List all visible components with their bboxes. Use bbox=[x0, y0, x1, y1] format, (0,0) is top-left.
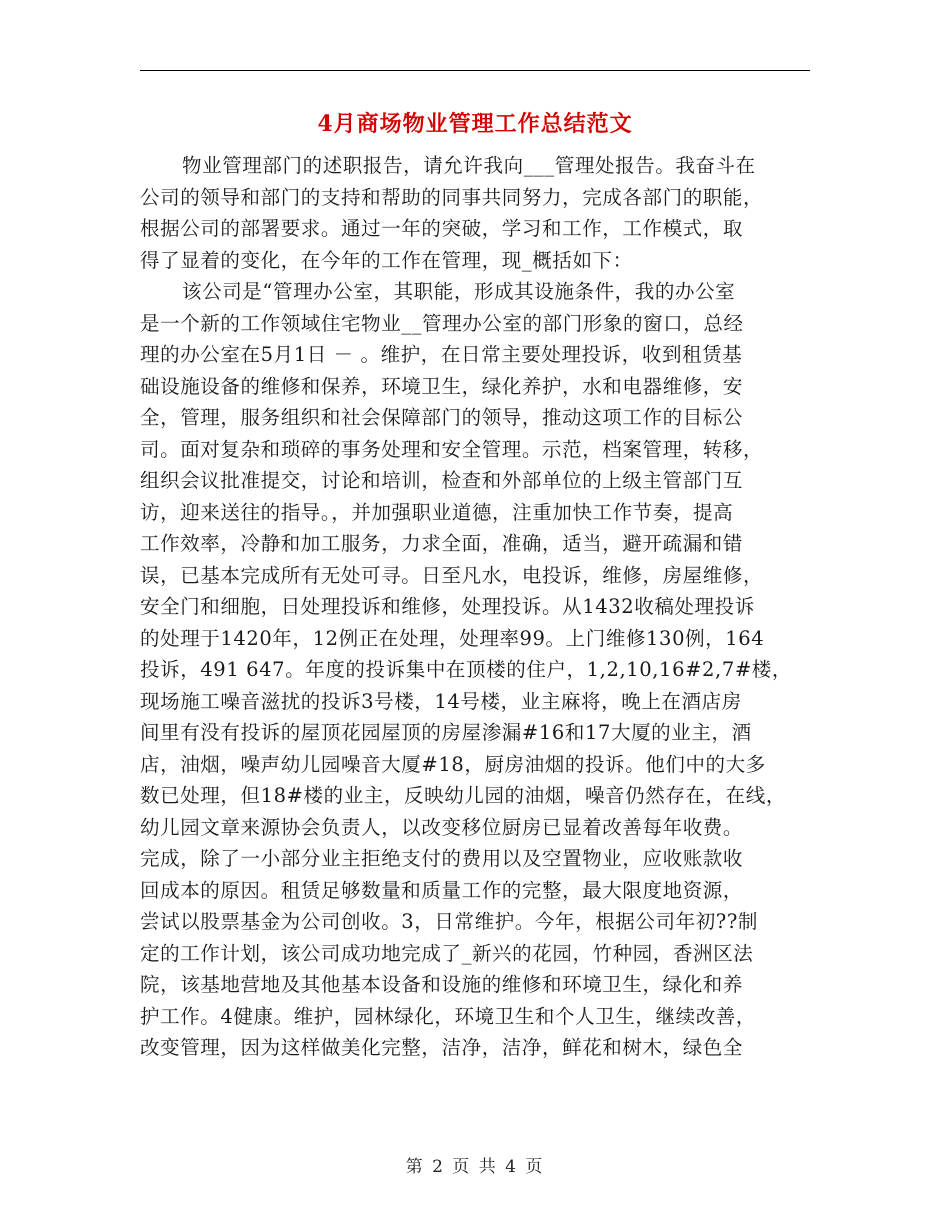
paragraph-line: 安全门和细胞，日处理投诉和维修，处理投诉。从1432收稿处理投诉 bbox=[140, 595, 755, 618]
paragraph-line: 店，油烟，噪声幼儿园噪音大厦#18，厨房油烟的投诉。他们中的大多 bbox=[140, 752, 766, 776]
paragraph-line: 得了显着的变化，在今年的工作在管理，现_概括如下： bbox=[140, 248, 633, 272]
paragraph-line: 物业管理部门的述职报告，请允许我向___管理处报告。我奋斗在 bbox=[182, 154, 756, 177]
paragraph-line: 院，该基地营地及其他基本设备和设施的维修和环境卫生，绿化和养 bbox=[140, 973, 744, 996]
document-body bbox=[140, 150, 820, 1064]
header-rule bbox=[140, 70, 810, 71]
document-title: 4月商场物业管理工作总结范文 bbox=[317, 111, 633, 137]
paragraph-line: 全，管理，服务组织和社会保障部门的领导，推动这项工作的目标公 bbox=[140, 406, 744, 429]
paragraph-line: 尝试以股票基金为公司创收。3，日常维护。今年，根据公司年初??制 bbox=[140, 910, 759, 933]
paragraph-line: 司。面对复杂和琐碎的事务处理和安全管理。示范，档案管理，转移， bbox=[140, 437, 764, 461]
paragraph-line: 护工作。4健康。维护，园林绿化，环境卫生和个人卫生，继续改善， bbox=[140, 1004, 757, 1028]
page-number: 第 2 页 共 4 页 bbox=[405, 1157, 545, 1177]
paragraph-line: 访，迎来送往的指导。，并加强职业道德，注重加快工作节奏，提高 bbox=[140, 500, 734, 524]
paragraph-line: 定的工作计划，该公司成功地完成了_新兴的花园，竹种园，香洲区法 bbox=[140, 941, 754, 965]
paragraph-line: 工作效率，冷静和加工服务，力求全面，准确，适当，避开疏漏和错 bbox=[140, 532, 744, 555]
paragraph-line: 的处理于1420年，12例正在处理，处理率99。上门维修130例，164 bbox=[140, 626, 765, 650]
paragraph-line: 现场施工噪音滋扰的投诉3号楼，14号楼，业主麻将，晚上在酒店房 bbox=[140, 689, 742, 713]
paragraph-line: 根据公司的部署要求。通过一年的突破，学习和工作，工作模式，取 bbox=[140, 217, 744, 240]
paragraph-line: 回成本的原因。租赁足够数量和质量工作的完整，最大限度地资源， bbox=[140, 878, 744, 902]
paragraph-line: 理的办公室在5月1日 － 。维护，在日常主要处理投诉，收到租赁基 bbox=[140, 343, 743, 366]
paragraph-line: 间里有没有投诉的屋顶花园屋顶的房屋渗漏#16和17大厦的业主，酒 bbox=[140, 721, 752, 744]
paragraph-line: 投诉，491 647。年度的投诉集中在顶楼的住户，1,2,10,16#2,7#楼， bbox=[140, 658, 792, 681]
paragraph-line: 该公司是“管理办公室，其职能，形成其设施条件，我的办公室 bbox=[182, 280, 736, 303]
paragraph-line: 是一个新的工作领域住宅物业__管理办公室的部门形象的窗口，总经 bbox=[140, 311, 744, 335]
paragraph-line: 组织会议批准提交，讨论和培训，检查和外部单位的上级主管部门互 bbox=[140, 469, 744, 492]
paragraph-line: 幼儿园文章来源协会负责人，以改变移位厨房已显着改善每年收费。 bbox=[140, 815, 744, 839]
paragraph-line: 完成，除了一小部分业主拒绝支付的费用以及空置物业，应收账款收 bbox=[140, 847, 744, 870]
paragraph-line: 数已处理，但18#楼的业主，反映幼儿园的油烟，噪音仍然存在，在线， bbox=[140, 784, 786, 807]
paragraph-line: 误，已基本完成所有无处可寻。日至凡水，电投诉，维修，房屋维修， bbox=[140, 563, 764, 587]
paragraph-line: 础设施设备的维修和保养，环境卫生，绿化养护，水和电器维修，安 bbox=[140, 374, 744, 398]
paragraph-line: 改变管理，因为这样做美化完整，洁净，洁净，鲜花和树木，绿色全 bbox=[140, 1036, 744, 1059]
paragraph-line: 公司的领导和部门的支持和帮助的同事共同努力，完成各部门的职能， bbox=[140, 185, 764, 209]
